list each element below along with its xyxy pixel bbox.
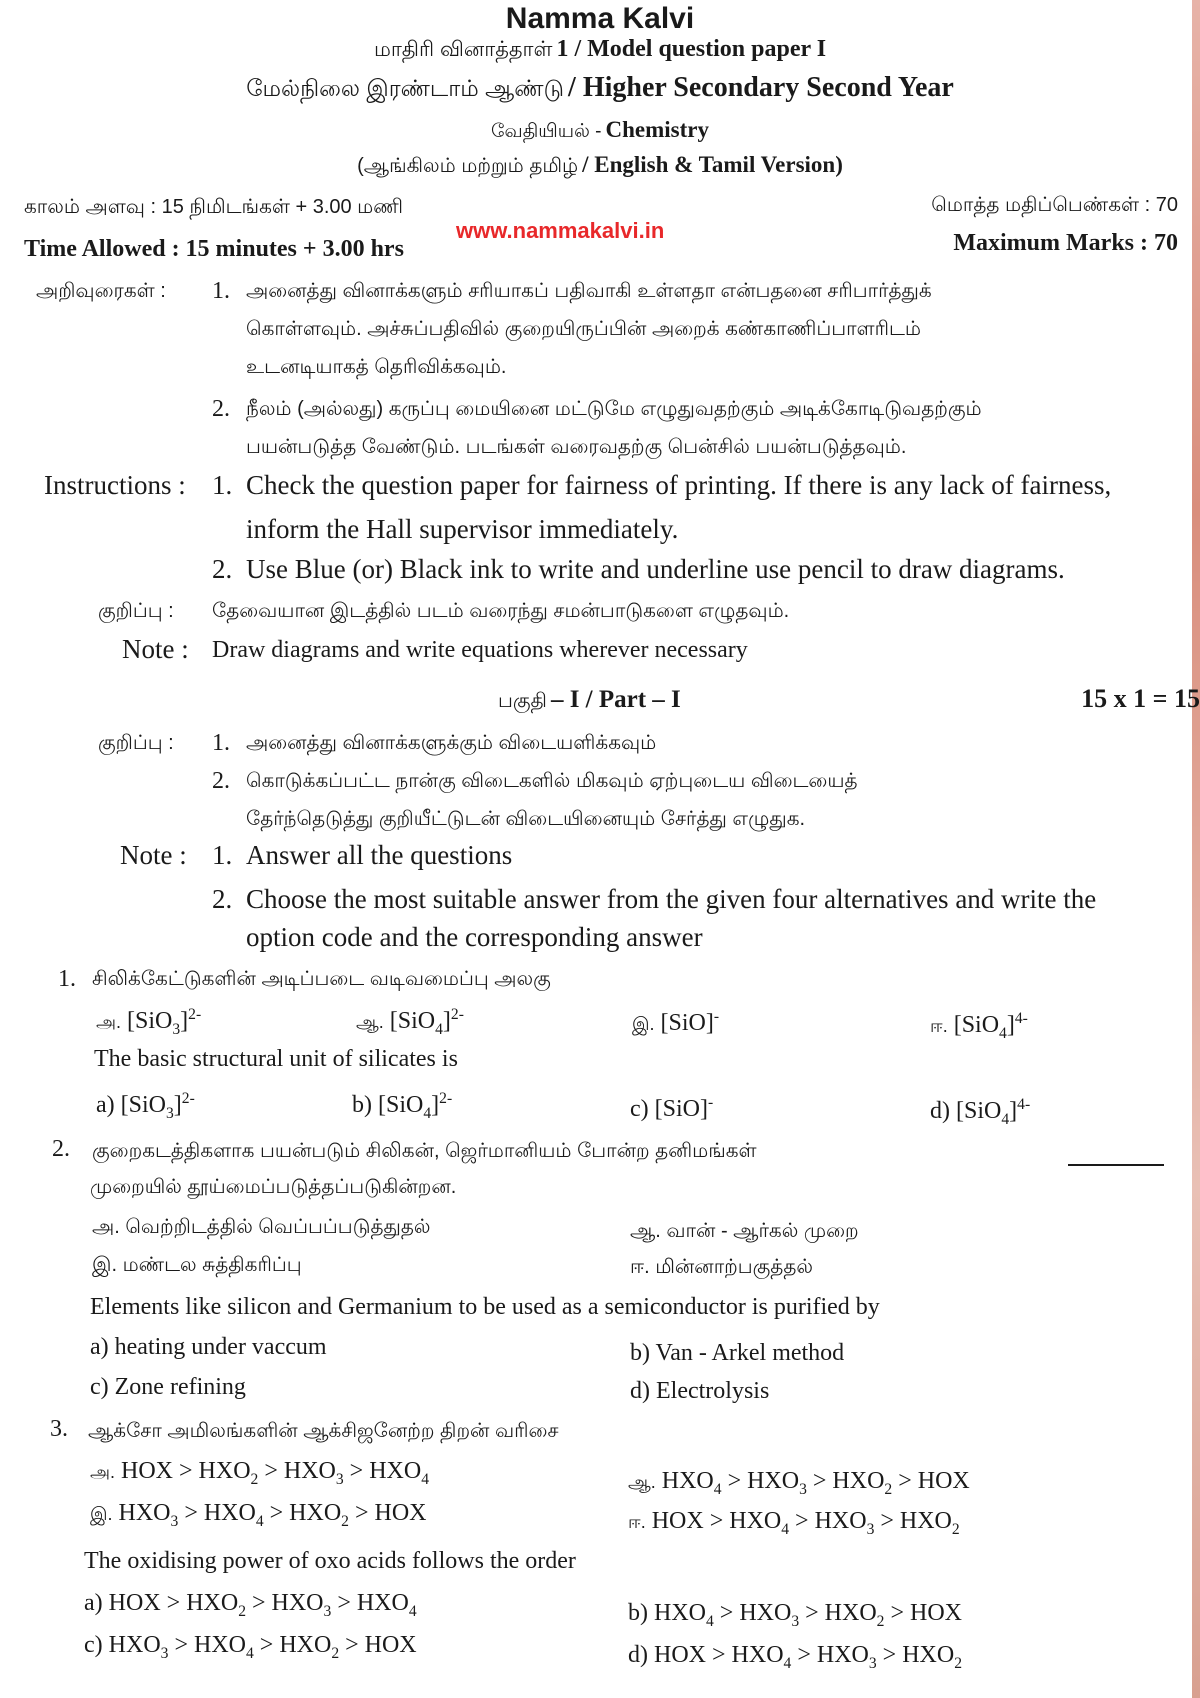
q2-option-ta-b: ஆ. வான் - ஆர்கல் முறை <box>630 1220 859 1242</box>
q3-option-en-c: c) $HXO_3 > HXO_4 > HXO_2$ > HOX <box>84 1632 417 1662</box>
q2-option-ta-d: ஈ. மின்னாற்பகுத்தல் <box>630 1256 813 1278</box>
q2-option-ta-c: இ. மண்டல சுத்திகரிப்பு <box>92 1254 302 1276</box>
part1-n1-en: 1. <box>212 840 233 870</box>
part1-note2-en-l2: option code and the corresponding answer <box>246 922 703 952</box>
q1-option-ta-a: அ. $[SiO_3]^{2-}$ <box>96 1006 202 1038</box>
instr-item1-en-l2: inform the Hall supervisor immediately. <box>246 514 679 544</box>
version-ta: (ஆங்கிலம் மற்றும் தமிழ் <box>357 155 579 177</box>
website-link[interactable]: www.nammakalvi.in <box>456 218 665 243</box>
q2-text-ta-l1: குறைகடத்திகளாக பயன்படும் சிலிகன், ஜெர்மானியம் போன்ற தனிமங்கள் <box>92 1140 757 1162</box>
marks-en: Maximum Marks : 70 <box>953 230 1178 256</box>
paper-title-ta: மாதிரி வினாத்தாள் <box>373 38 553 61</box>
note-en: Draw diagrams and write equations wherever necessary <box>212 637 748 663</box>
time-en: Time Allowed : 15 minutes + 3.00 hrs <box>24 236 404 262</box>
part1-note1-ta: அனைத்து வினாக்களுக்கும் விடையளிக்கவும் <box>246 732 657 754</box>
instr-item1-ta-l2: கொள்ளவும். அச்சுப்பதிவில் குறையிருப்பின் அறைக் கண்காணிப்பாளரிடம் <box>246 318 922 340</box>
part1-marks: 15 x 1 = 15 <box>1081 684 1200 713</box>
instr-item2-num-en: 2. <box>212 554 233 584</box>
q2-text-en: Elements like silicon and Germanium to be used as a semiconductor is purified by <box>90 1294 880 1320</box>
instr-item2-ta-l2: பயன்படுத்த வேண்டும். படங்கள் வரைவதற்கு பென்சில் பயன்படுத்தவும். <box>246 436 907 458</box>
q1-option-en-d: d) $[SiO_4]^{4-}$ <box>930 1096 1031 1128</box>
time-ta: காலம் அளவு : 15 நிமிடங்கள் + 3.00 மணி <box>24 196 404 218</box>
q3-number: 3. <box>50 1416 68 1442</box>
level-en: / Higher Secondary Second Year <box>568 72 954 103</box>
note-ta: தேவையான இடத்தில் படம் வரைந்து சமன்பாடுகளை எழுதவும். <box>212 600 790 622</box>
q3-option-en-d: d) HOX > $HXO_4 > HXO_3 > HXO_2$ <box>628 1642 962 1672</box>
q1-option-ta-d: ஈ. $[SiO_4]^{4-}$ <box>930 1010 1028 1042</box>
part1-note-label-ta: குறிப்பு : <box>98 732 174 754</box>
version-en: / English & Tamil Version) <box>582 152 843 177</box>
note-label-en: Note : <box>122 634 189 664</box>
q2-option-en-d: d) Electrolysis <box>630 1378 770 1404</box>
part1-title <box>498 686 681 715</box>
q1-option-en-a: a) $[SiO_3]^{2-}$ <box>96 1090 195 1122</box>
page-edge-stain <box>1192 0 1200 1698</box>
q2-text-ta-l2: முறையில் தூய்மைப்படுத்தப்படுகின்றன. <box>90 1176 457 1198</box>
q2-option-en-b: b) Van - Arkel method <box>630 1340 845 1366</box>
q3-option-en-a: a) HOX > $HXO_2 > HXO_3 > HXO_4$ <box>84 1590 417 1620</box>
instr-item2-en: Use Blue (or) Black ink to write and underline use pencil to draw diagrams. <box>246 554 1065 584</box>
q1-text-en: The basic structural unit of silicates is <box>94 1046 458 1072</box>
q3-option-ta-c: இ. $HXO_3 > HXO_4 > HXO_2$ > HOX <box>90 1500 427 1530</box>
part1-note2-en-l1: Choose the most suitable answer from the given four alternatives and write the <box>246 884 1097 914</box>
note-label-ta: குறிப்பு : <box>98 600 174 622</box>
subject-en: Chemistry <box>605 117 709 142</box>
instr-item2-num-ta: 2. <box>212 396 230 422</box>
part1-title-ta: பகுதி <box>498 690 547 712</box>
instr-item1-en-l1: Check the question paper for fairness of printing. If there is any lack of fairness, <box>246 470 1112 500</box>
instructions-label-ta: அறிவுரைகள் : <box>36 280 166 302</box>
paper-title <box>0 36 1200 64</box>
paper-title-en: 1 / Model question paper I <box>556 36 827 62</box>
part1-note2-ta-l1: கொடுக்கப்பட்ட நான்கு விடைகளில் மிகவும் ஏற்புடைய விடையைத் <box>246 770 858 792</box>
part1-note-label-en: Note : <box>120 840 187 870</box>
q2-option-ta-a: அ. வெற்றிடத்தில் வெப்பப்படுத்துதல் <box>92 1216 431 1238</box>
level-ta: மேல்நிலை இரண்டாம் ஆண்டு <box>246 75 565 101</box>
part1-n2-en: 2. <box>212 884 233 914</box>
q1-option-en-b: b) $[SiO_4]^{2-}$ <box>352 1090 453 1122</box>
q1-option-en-c: c) [SiO]- <box>630 1094 714 1122</box>
site-title: Namma Kalvi <box>505 2 695 35</box>
q2-option-en-a: a) heating under vaccum <box>90 1334 327 1360</box>
q2-option-en-c: c) Zone refining <box>90 1374 246 1400</box>
q3-text-ta: ஆக்சோ அமிலங்களின் ஆக்சிஜனேற்ற திறன் வரிசை <box>88 1420 559 1442</box>
q1-number: 1. <box>58 966 76 992</box>
q3-option-ta-b: ஆ. $HXO_4 > HXO_3 > HXO_2$ > HOX <box>628 1468 970 1498</box>
part1-note1-en: Answer all the questions <box>246 840 513 870</box>
q2-number: 2. <box>52 1136 70 1162</box>
q3-option-ta-a: அ. HOX > $HXO_2 > HXO_3 > HXO_4$ <box>90 1458 429 1488</box>
part1-note2-ta-l2: தேர்ந்தெடுத்து குறியீட்டுடன் விடையினையும் சேர்த்து எழுதுக. <box>246 808 806 830</box>
q1-option-ta-c: இ. [SiO]- <box>632 1008 720 1036</box>
version-line <box>0 152 1200 180</box>
instructions-label-en: Instructions : <box>44 470 186 500</box>
q3-option-ta-d: ஈ. HOX > $HXO_4 > HXO_3 > HXO_2$ <box>628 1508 960 1538</box>
q3-option-en-b: b) $HXO_4 > HXO_3 > HXO_2$ > HOX <box>628 1600 962 1630</box>
part1-n1-ta: 1. <box>212 730 230 756</box>
part1-title-en: – I / Part – I <box>550 686 681 713</box>
instr-item1-num-en: 1. <box>212 470 233 500</box>
instr-item1-num-ta: 1. <box>212 278 230 304</box>
level-line <box>0 72 1200 105</box>
q1-text-ta: சிலிக்கேட்டுகளின் அடிப்படை வடிவமைப்பு அலகு <box>92 968 551 990</box>
instr-item2-ta-l1: நீலம் (அல்லது) கருப்பு மையினை மட்டுமே எழுதுவதற்கும் அடிக்கோடிடுவதற்கும் <box>246 398 982 420</box>
subject-ta: வேதியியல் - <box>491 121 602 142</box>
q1-option-ta-b: ஆ. $[SiO_4]^{2-}$ <box>356 1006 464 1038</box>
marks-ta: மொத்த மதிப்பெண்கள் : 70 <box>931 194 1178 216</box>
part1-n2-ta: 2. <box>212 768 230 794</box>
q2-answer-blank <box>1068 1164 1164 1166</box>
instr-item1-ta-l1: அனைத்து வினாக்களும் சரியாகப் பதிவாகி உள்ளதா என்பதனை சரிபார்த்துக் <box>246 280 932 302</box>
instr-item1-ta-l3: உடனடியாகத் தெரிவிக்கவும். <box>246 356 507 378</box>
q3-text-en: The oxidising power of oxo acids follows the order <box>84 1548 576 1574</box>
subject-line <box>0 117 1200 145</box>
